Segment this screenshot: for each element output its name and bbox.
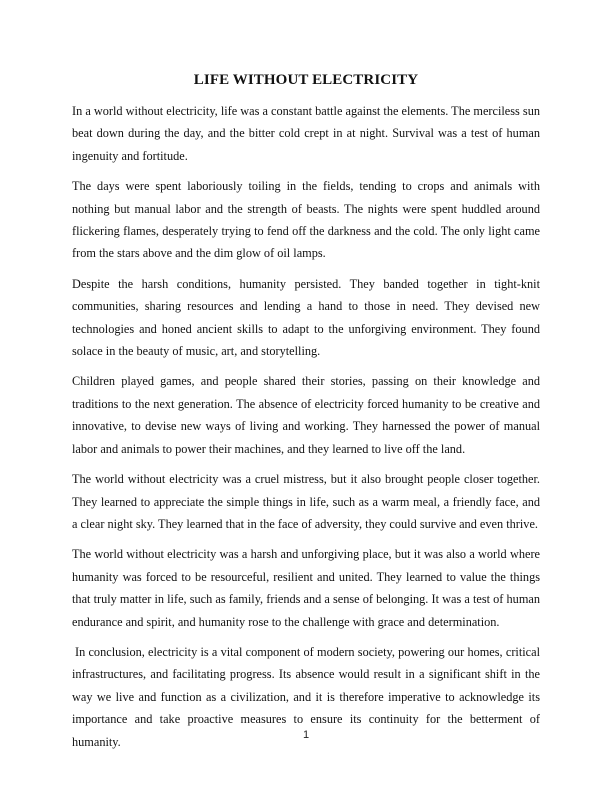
paragraph-persistence: Despite the harsh conditions, humanity persisted. They banded together in tight-knit communities, sharing resources and lending a hand to those in need. They devised new technologies and honed ancient skills to adapt to the unforgiving environment. They found solace in the beauty of music, art, and storytelling. [72, 276, 540, 359]
document-body [72, 70, 540, 761]
paragraph-harsh-place: The world without electricity was a harsh and unforgiving place, but it was also a world where humanity was forced to be resourceful, resilient and united. They learned to value the things that truly matter in life, such as family, friends and a sense of belonging. It was a test of human endurance and spirit, and humanity rose to the challenge with grace and determination. [72, 547, 540, 629]
paragraph-children: Children played games, and people shared their stories, passing on their knowledge and traditions to the next generation. The absence of electricity forced humanity to be creative and innovative, to devise new ways of living and working. They harnessed the power of manual labor and animals to power their machines, and they learned to live off the land. [72, 374, 540, 456]
paragraph-cruel-mistress: The world without electricity was a cruel mistress, but it also brought people closer together. They learned to appreciate the simple things in life, such as a warm meal, a friendly face, and a clear night sky. They learned that in the face of adversity, they could survive and even thrive. [72, 472, 540, 531]
page-number: 1 [302, 729, 310, 741]
document-title: LIFE WITHOUT ELECTRICITY [193, 72, 419, 88]
paragraph-conclusion: In conclusion, electricity is a vital component of modern society, powering our homes, critical infrastructures, and facilitating progress. Its absence would result in a significant shift in the way we live and function as a civilization, and it is therefore imperative to acknowledge its importance and take proactive measures to ensure its continuity for the betterment of humanity. [72, 644, 540, 749]
paragraph-days: The days were spent laboriously toiling in the fields, tending to crops and animals with nothing but manual labor and the strength of beasts. The nights were spent huddled around flickering flames, desperately trying to fend off the darkness and the cold. The only light came from the stars above and the dim glow of oil lamps. [72, 179, 540, 261]
paragraph-intro: In a world without electricity, life was a constant battle against the elements. The merciless sun beat down during the day, and the bitter cold crept in at night. Survival was a test of human ingenuity and fortitude. [72, 104, 540, 163]
